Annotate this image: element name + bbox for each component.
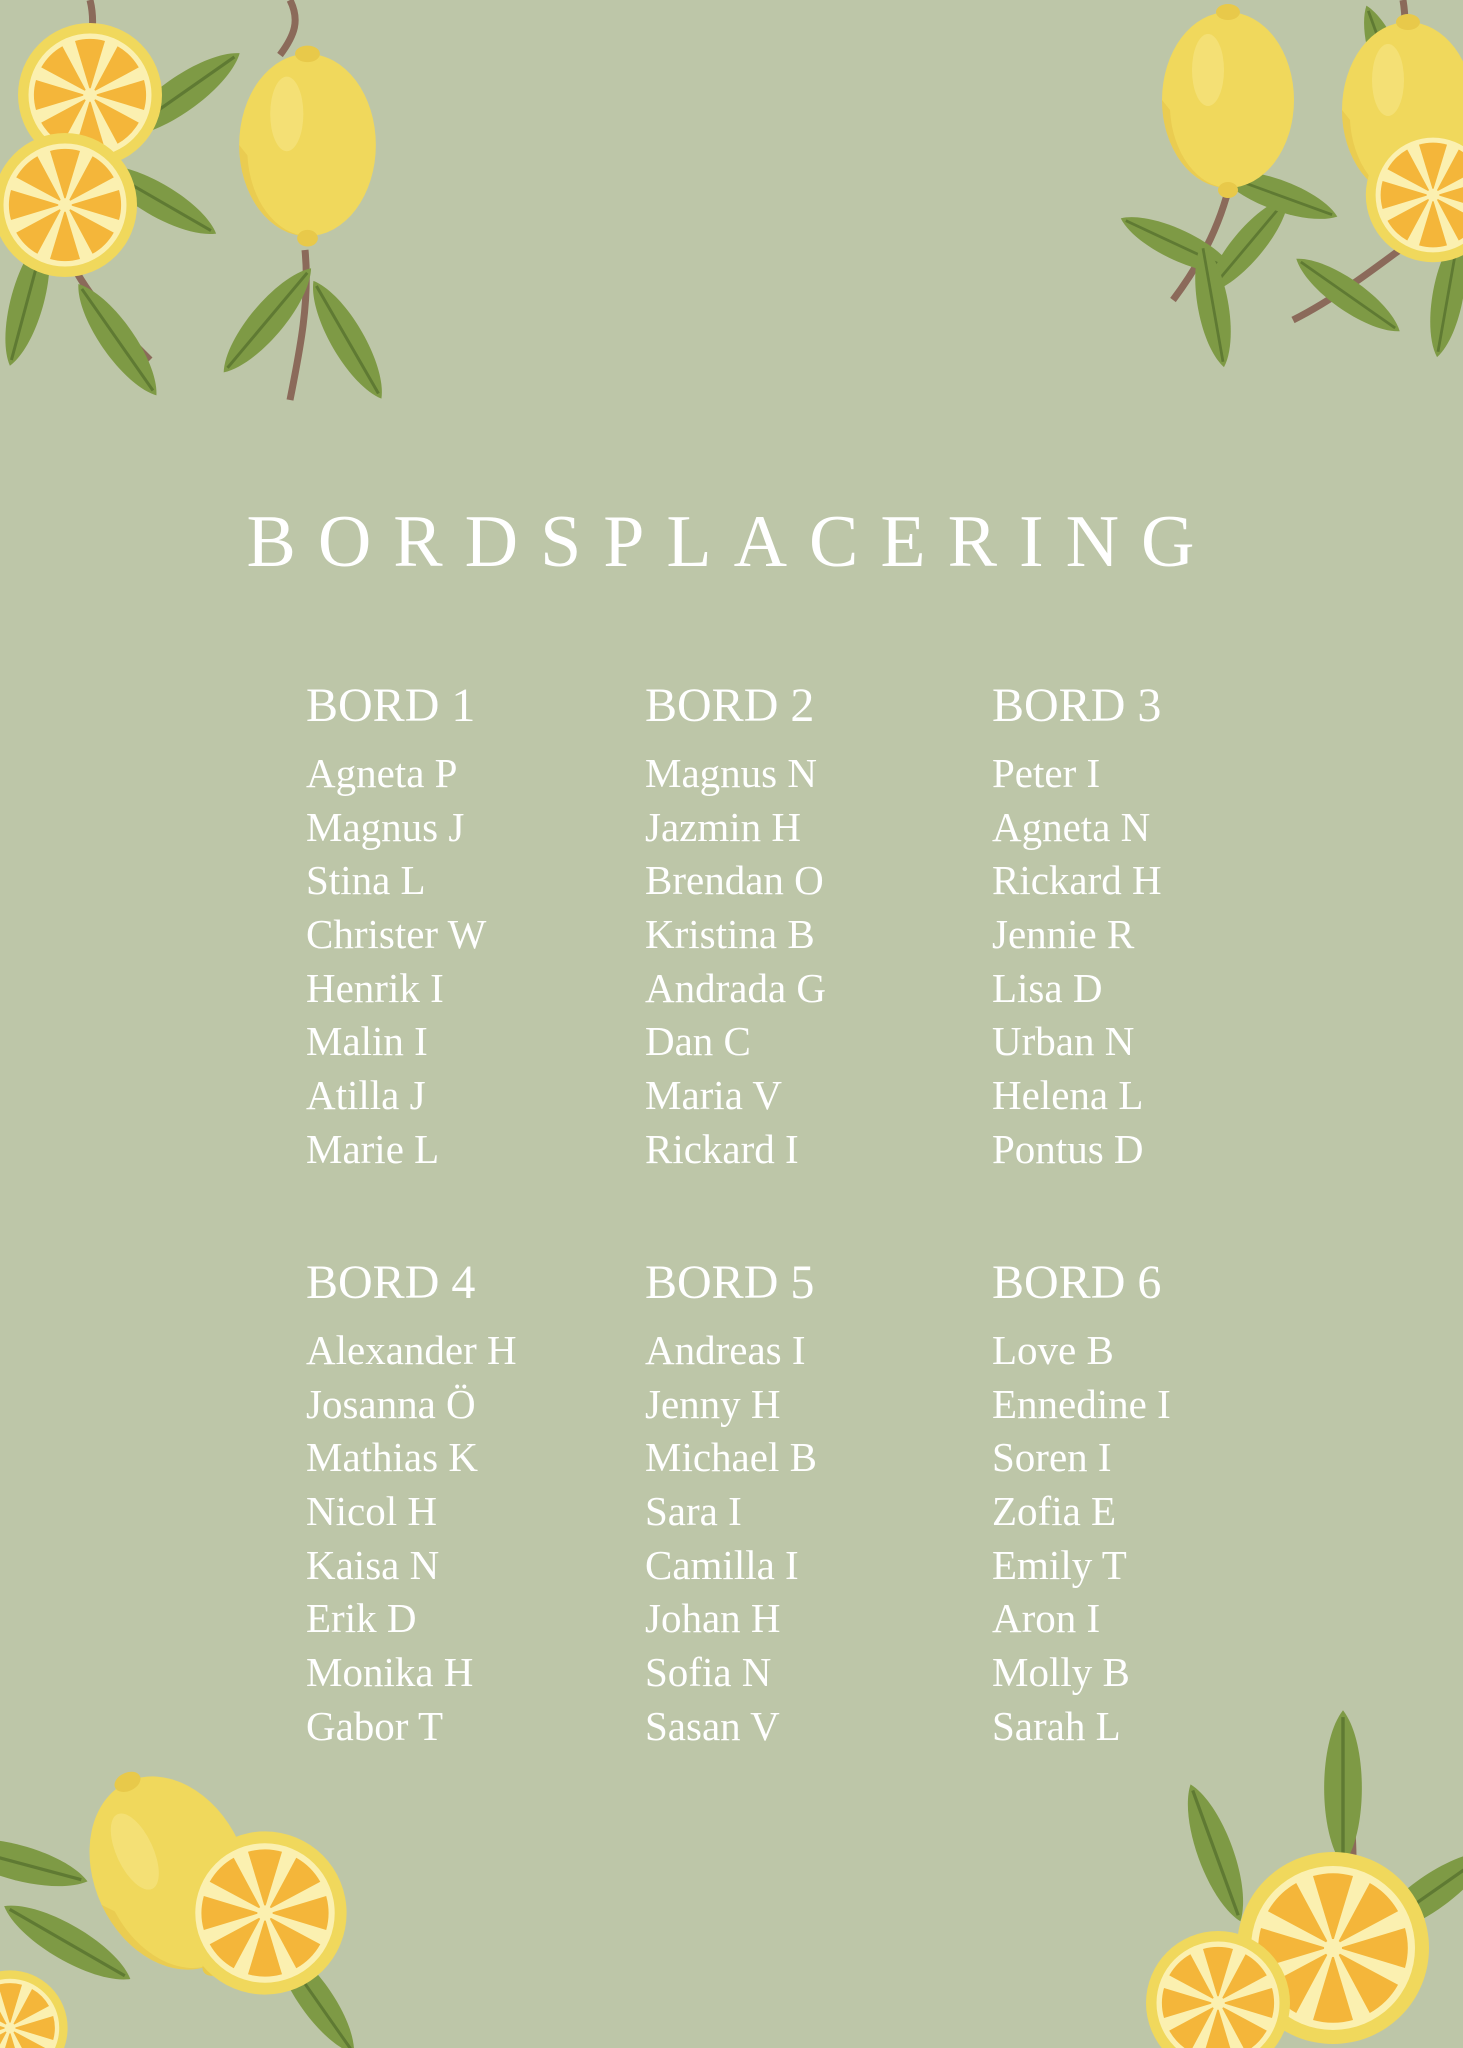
table-heading: BORD 4	[306, 1256, 476, 1309]
guest-name: Urban N	[992, 1018, 1135, 1065]
guest-name: Kristina B	[645, 910, 815, 957]
guest-name: Josanna Ö	[306, 1380, 476, 1427]
guest-name: Maria V	[645, 1072, 783, 1119]
guest-name: Jazmin H	[645, 803, 801, 850]
guest-name: Agneta N	[992, 803, 1151, 850]
guest-name: Erik D	[306, 1595, 417, 1642]
guest-name: Stina L	[306, 857, 426, 904]
guest-list	[645, 1324, 975, 1754]
guest-name: Jenny H	[645, 1380, 781, 1427]
lemon-branch-bottom-left	[0, 1748, 400, 2048]
guest-name: Malin I	[306, 1018, 428, 1065]
guest-name: Magnus N	[645, 749, 817, 796]
lemon-branch-bottom-right	[1103, 1708, 1463, 2048]
guest-name: Brendan O	[645, 857, 824, 904]
guest-name: Jennie R	[992, 910, 1135, 957]
guest-list	[992, 747, 1322, 1177]
guest-name: Molly B	[992, 1649, 1130, 1696]
table-6	[992, 1257, 1322, 1753]
guest-list	[306, 1324, 636, 1754]
table-3	[992, 680, 1322, 1176]
guest-name: Emily T	[992, 1541, 1127, 1588]
page-title: BORDSPLACERING	[246, 501, 1217, 583]
guest-name: Sarah L	[992, 1702, 1121, 1749]
guest-name: Gabor T	[306, 1702, 444, 1749]
guest-name: Kaisa N	[306, 1541, 440, 1588]
guest-name: Monika H	[306, 1649, 474, 1696]
guest-name: Rickard H	[992, 857, 1162, 904]
guest-name: Michael B	[645, 1434, 817, 1481]
table-heading: BORD 2	[645, 679, 815, 732]
guest-name: Love B	[992, 1326, 1114, 1373]
guest-name: Andrada G	[645, 964, 827, 1011]
guest-name: Zofia E	[992, 1487, 1117, 1534]
guest-name: Rickard I	[645, 1125, 799, 1172]
table-5	[645, 1257, 975, 1753]
lemon-branch-top-right	[1033, 0, 1463, 380]
guest-name: Nicol H	[306, 1487, 437, 1534]
table-2	[645, 680, 975, 1176]
guest-name: Ennedine I	[992, 1380, 1171, 1427]
guest-name: Aron I	[992, 1595, 1101, 1642]
guest-list	[306, 747, 636, 1177]
table-4	[306, 1257, 636, 1753]
guest-name: Marie L	[306, 1125, 440, 1172]
guest-name: Peter I	[992, 749, 1101, 796]
table-heading: BORD 3	[992, 679, 1162, 732]
guest-name: Henrik I	[306, 964, 444, 1011]
guest-name: Christer W	[306, 910, 487, 957]
guest-name: Helena L	[992, 1072, 1144, 1119]
guest-name: Soren I	[992, 1434, 1112, 1481]
table-1	[306, 680, 636, 1176]
table-heading: BORD 1	[306, 679, 476, 732]
guest-name: Sofia N	[645, 1649, 772, 1696]
guest-name: Camilla I	[645, 1541, 799, 1588]
guest-list	[992, 1324, 1322, 1754]
table-heading: BORD 6	[992, 1256, 1162, 1309]
table-heading: BORD 5	[645, 1256, 815, 1309]
guest-name: Alexander H	[306, 1326, 517, 1373]
guest-name: Sara I	[645, 1487, 742, 1534]
guest-name: Andreas I	[645, 1326, 806, 1373]
guest-name: Johan H	[645, 1595, 781, 1642]
guest-name: Mathias K	[306, 1434, 478, 1481]
guest-name: Agneta P	[306, 749, 458, 796]
guest-name: Lisa D	[992, 964, 1103, 1011]
guest-list	[645, 747, 975, 1177]
guest-name: Magnus J	[306, 803, 465, 850]
guest-name: Sasan V	[645, 1702, 780, 1749]
lemon-branch-top-left	[0, 0, 420, 420]
guest-name: Dan C	[645, 1018, 751, 1065]
guest-name: Pontus D	[992, 1125, 1144, 1172]
guest-name: Atilla J	[306, 1072, 426, 1119]
